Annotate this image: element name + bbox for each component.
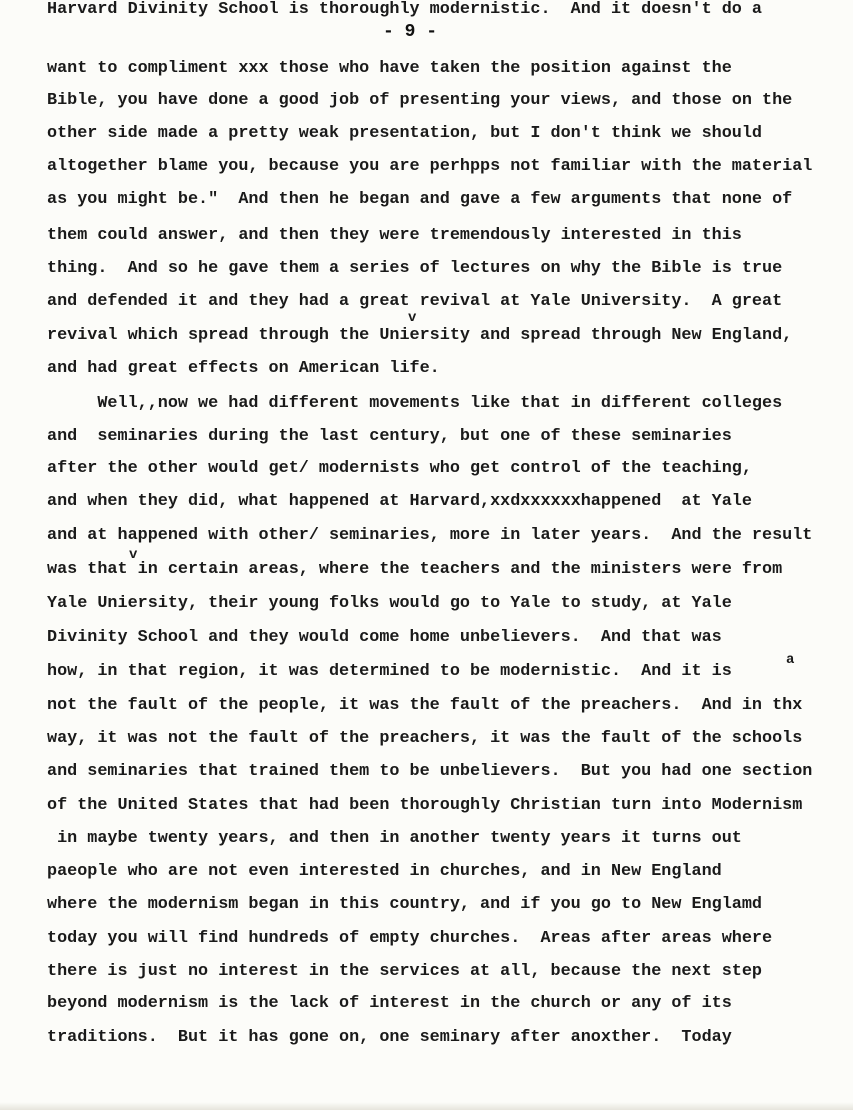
text-line: as you might be." And then he began and gave a few arguments that none of <box>47 190 793 209</box>
text-line: and when they did, what happened at Harvard,xxdxxxxxxhappened at Yale <box>47 492 752 511</box>
insertion-mark: v <box>129 547 138 563</box>
text-line: Divinity School and they would come home unbelievers. And that was <box>47 628 722 647</box>
text-line: traditions. But it has gone on, one seminary after anoxther. Today <box>47 1028 732 1047</box>
text-line: and seminaries during the last century, but one of these seminaries <box>47 427 732 446</box>
text-line: and had great effects on American life. <box>47 359 440 378</box>
text-line: and defended it and they had a great revival at Yale University. A great <box>47 292 783 311</box>
text-line: Yale Uniersity, their young folks would go to Yale to study, at Yale <box>47 594 732 613</box>
text-line: beyond modernism is the lack of interest in the church or any of its <box>47 994 732 1013</box>
page-edge <box>0 1102 853 1110</box>
text-line: in maybe twenty years, and then in another twenty years it turns out <box>47 829 742 848</box>
text-line: and at happened with other/ seminaries, more in later years. And the result <box>47 526 813 545</box>
text-line: not the fault of the people, it was the fault of the preachers. And in thx <box>47 696 803 715</box>
text-line: want to compliment xxx those who have taken the position against the <box>47 59 732 78</box>
text-line: of the United States that had been thoroughly Christian turn into Modernism <box>47 796 803 815</box>
text-line: Well,,now we had different movements like that in different colleges <box>47 394 783 413</box>
text-line: today you will find hundreds of empty churches. Areas after areas where <box>47 929 773 948</box>
text-line: Bible, you have done a good job of presenting your views, and those on the <box>47 91 793 110</box>
text-line: thing. And so he gave them a series of lectures on why the Bible is true <box>47 259 783 278</box>
insertion-mark: v <box>408 310 417 326</box>
text-line: altogether blame you, because you are perhpps not familiar with the material <box>47 157 813 176</box>
text-line: revival which spread through the Uniersity and spread through New England, <box>47 326 793 345</box>
text-line: Harvard Divinity School is thoroughly modernistic. And it doesn't do a <box>47 0 762 19</box>
text-line: there is just no interest in the services at all, because the next step <box>47 962 762 981</box>
text-line: paeople who are not even interested in churches, and in New England <box>47 862 722 881</box>
text-line: how, in that region, it was determined to be modernistic. And it is <box>47 662 732 681</box>
text-line: other side made a pretty weak presentation, but I don't think we should <box>47 124 762 143</box>
text-line: way, it was not the fault of the preachers, it was the fault of the schools <box>47 729 803 748</box>
page-number: - 9 - <box>383 22 438 42</box>
text-line: was that in certain areas, where the teachers and the ministers were from <box>47 560 783 579</box>
insertion-mark: a <box>786 652 795 668</box>
text-line: where the modernism began in this country, and if you go to New Englamd <box>47 895 762 914</box>
text-line: after the other would get/ modernists who get control of the teaching, <box>47 459 752 478</box>
text-line: and seminaries that trained them to be unbelievers. But you had one section <box>47 762 813 781</box>
text-line: them could answer, and then they were tremendously interested in this <box>47 226 742 245</box>
